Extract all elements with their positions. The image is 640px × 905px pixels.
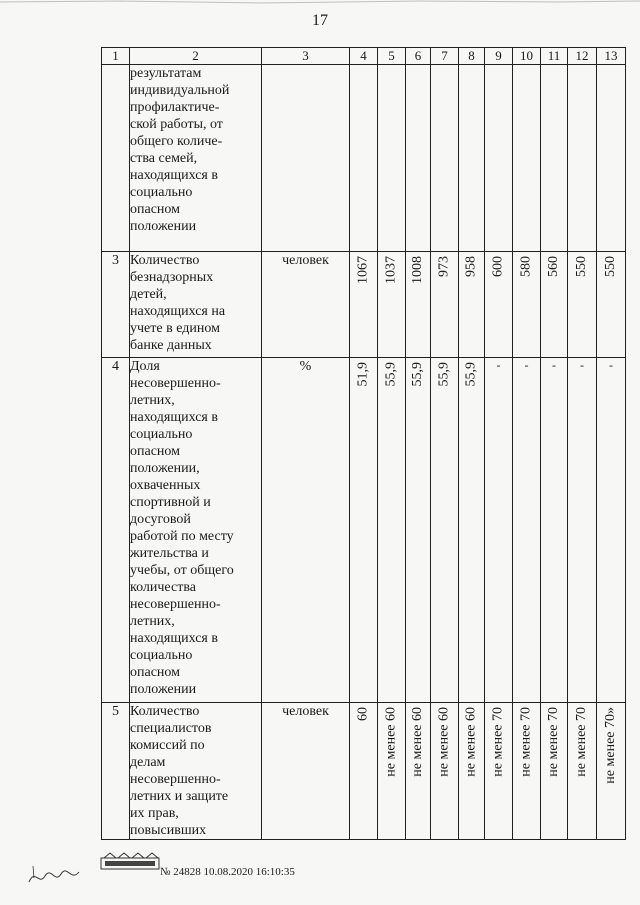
indicator-name-line: опасном [130,202,181,217]
value-text: 550 [574,256,589,277]
year-value-cell [597,703,626,840]
year-value-cell [431,703,459,840]
value-text: не менее 60 [463,707,479,777]
value-dash: - [524,358,529,372]
value-text: не менее 60 [410,707,425,777]
indicator-name-line: положении [130,219,197,234]
column-number: 10 [513,48,541,65]
value-text: 973 [436,256,452,277]
column-number: 8 [459,48,485,65]
year-value-cell [597,65,626,252]
column-number: 12 [568,48,597,65]
value-text: не менее 70 [574,707,589,777]
value-dash: - [496,358,501,372]
value-text: 560 [546,256,561,277]
indicator-name [130,252,262,358]
indicator-name-line: опасном [130,444,181,459]
value-text: 1008 [410,256,425,284]
indicator-name-line: банке данных [130,338,212,353]
indicator-name-line: общего количе- [130,134,223,149]
year-value-cell [406,358,431,703]
year-value-cell [485,252,513,358]
year-value-cell [541,703,568,840]
year-value-cell [485,358,513,703]
year-value-cell [513,358,541,703]
indicator-name-line: ской работы, от [130,117,223,132]
indicator-name-line: Количество [130,253,200,268]
value-text: 958 [463,256,479,277]
value-text: 55,9 [410,362,425,387]
value-text: 60 [355,707,371,721]
value-text: 1067 [355,256,371,284]
year-value-cell [513,252,541,358]
indicator-name-line: количества [130,580,196,595]
year-value-cell [350,703,378,840]
year-value-cell [541,65,568,252]
year-value-cell [431,252,459,358]
column-number: 13 [597,48,626,65]
indicator-name-line: индивидуальной [130,83,230,98]
indicator-name-line: Доля [130,359,160,374]
year-value-cell [568,252,597,358]
indicator-name-line: досуговой [130,512,191,527]
indicator-name-line: социально [130,427,193,442]
column-number: 9 [485,48,513,65]
value-dash: - [552,358,556,372]
value-text: 600 [490,256,506,277]
year-value-cell [459,65,485,252]
indicator-name-line: повысивших [130,823,207,838]
value-dash: - [609,358,613,372]
indicator-name-line: находящихся на [130,304,226,319]
indicator-name-line: жительства и [130,546,209,561]
value-text: 550 [603,256,618,277]
year-value-cell [597,252,626,358]
page-number: 17 [312,12,328,29]
unit-of-measure [262,65,350,252]
row-number: 5 [102,703,130,840]
year-value-cell [485,65,513,252]
value-text: 580 [518,256,534,277]
indicator-name-line: несовершенно- [130,597,221,612]
year-value-cell [541,358,568,703]
page-top-edge [0,0,640,6]
indicator-name-line: социально [130,185,193,200]
unit-of-measure: человек [262,252,350,358]
indicator-name-line: летних и защите [130,789,229,804]
indicator-name-line: находящихся в [130,168,218,183]
indicator-name [130,65,262,252]
year-value-cell [568,65,597,252]
indicator-name-line: профилактиче- [130,100,220,115]
column-number: 5 [378,48,406,65]
year-value-cell [513,65,541,252]
indicator-name-line: положении, [130,461,200,476]
indicator-name-line: комиссий по [130,738,205,753]
indicator-name-line: результатам [130,66,202,81]
indicator-name-line: учете в едином [130,321,220,336]
table-row [102,358,626,703]
indicator-name-line: их прав, [130,806,179,821]
column-number: 6 [406,48,431,65]
value-dash: - [580,358,584,372]
year-value-cell [541,252,568,358]
indicator-table [101,47,626,840]
year-value-cell [350,252,378,358]
indicator-name-line: специалистов [130,721,212,736]
column-number: 2 [130,48,262,65]
unit-of-measure: человек [262,703,350,840]
year-value-cell [485,703,513,840]
indicator-name-line: летних, [130,614,175,629]
column-number: 3 [262,48,350,65]
year-value-cell [459,358,485,703]
indicator-name-line: несовершенно- [130,376,221,391]
indicator-name-line: ства семей, [130,151,198,166]
indicator-name-line: Количество [130,704,200,719]
year-value-cell [568,358,597,703]
indicator-name-line: находящихся в [130,631,218,646]
year-value-cell [513,703,541,840]
indicator-name-line: детей, [130,287,167,302]
year-value-cell [406,65,431,252]
value-text: 55,9 [436,362,452,387]
indicator-name-line: опасном [130,665,181,680]
column-number: 1 [102,48,130,65]
indicator-name-line: работой по месту [130,529,234,544]
indicator-name-line: социально [130,648,193,663]
year-value-cell [406,703,431,840]
value-text: не менее 60 [436,707,452,777]
table-row [102,65,626,252]
registry-stamp [100,852,160,870]
indicator-name [130,358,262,703]
year-value-cell [431,65,459,252]
year-value-cell [431,358,459,703]
year-value-cell [568,703,597,840]
year-value-cell [350,358,378,703]
year-value-cell [459,252,485,358]
table-row [102,703,626,840]
indicator-name-line: учебы, от общего [130,563,234,578]
year-value-cell [378,65,406,252]
indicator-name-line: положении [130,682,197,697]
value-text: 1037 [383,256,399,284]
indicator-name-line: спортивной и [130,495,211,510]
column-number: 4 [350,48,378,65]
indicator-name-line: делам [130,755,166,770]
table-row [102,252,626,358]
year-value-cell [597,358,626,703]
page-footer [0,838,640,898]
value-text: не менее 70» [603,707,618,784]
value-text: не менее 70 [546,707,561,777]
indicator-name-line: летних, [130,393,175,408]
value-text: не менее 70 [518,707,534,777]
value-text: не менее 70 [490,707,506,777]
column-number-row [102,48,626,65]
year-value-cell [378,703,406,840]
indicator-name [130,703,262,840]
column-number: 11 [541,48,568,65]
year-value-cell [350,65,378,252]
indicator-name-line: безнадзорных [130,270,214,285]
row-number [102,65,130,252]
value-text: 55,9 [383,362,399,387]
year-value-cell [378,252,406,358]
year-value-cell [459,703,485,840]
indicator-name-line: находящихся в [130,410,218,425]
unit-of-measure: % [262,358,350,703]
row-number: 3 [102,252,130,358]
value-text: не менее 60 [383,707,399,777]
row-number: 4 [102,358,130,703]
column-number: 7 [431,48,459,65]
registration-number: № 24828 10.08.2020 16:10:35 [160,866,295,878]
value-text: 51,9 [355,362,371,387]
value-text: 55,9 [463,362,479,387]
indicator-name-line: охваченных [130,478,201,493]
year-value-cell [378,358,406,703]
indicator-name-line: несовершенно- [130,772,221,787]
signature-mark [25,858,85,888]
year-value-cell [406,252,431,358]
